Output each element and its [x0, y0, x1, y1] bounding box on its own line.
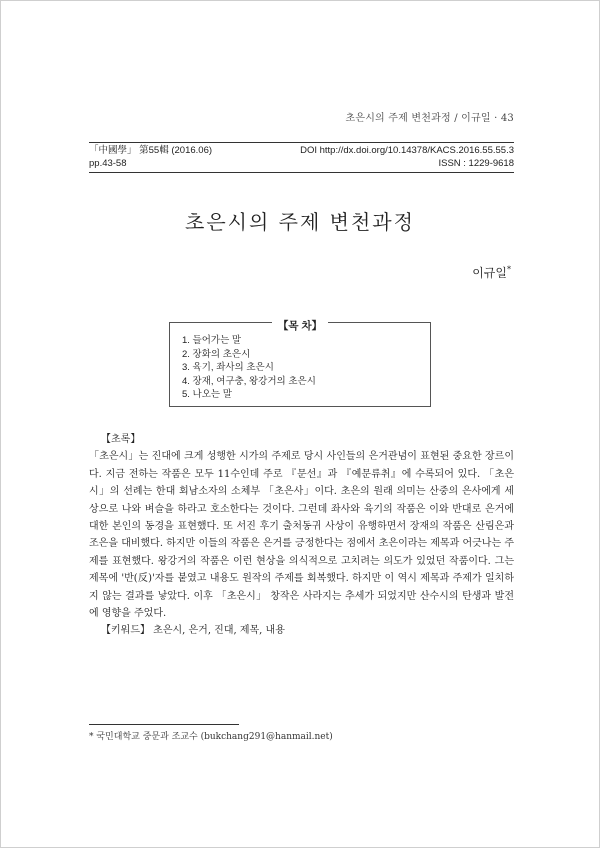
toc-heading: 【목 차】 [170, 314, 430, 333]
author-footnote: * 국민대학교 중문과 조교수 (bukchang291@hanmail.net) [89, 732, 333, 742]
paper-title: 초은시의 주제 변천과정 [185, 210, 415, 234]
author [472, 264, 511, 281]
toc-item: 1. 들어가는 말 [182, 335, 242, 346]
journal-meta [89, 142, 514, 173]
author-name: 이규일 [472, 266, 507, 280]
toc-list [182, 334, 316, 402]
toc-item: 4. 장재, 여구충, 왕강거의 초은시 [182, 375, 316, 387]
abstract-text: 「초은시」는 진대에 크게 성행한 시가의 주제로 당시 사인들의 은거관념이 표현된 중요한 장르이다. 지금 전하는 작품은 모두 11수인데 주로 『문선』과 『예문류취』에 수록되어 있다. 「초은시」의 선례는 한대 회남소자의 소체부 「초은사」이다. 초은의 원래 의미는 산중의 은사에게 세상으로 나와 벼슬을 하라고 호소한다는 것이다. 그런데 좌사와 육기의 작품은 이와 반대로 은거에 대한 본인의 동경을 표현했다. 또 서진 후기 출처동귀 사상이 유행하면서 장재의 작품은 산림은과 조은을 대비했다. 하지만 이들의 작품은 은거를 긍정한다는 점에서 초은이라는 제목과 어긋나는 주제를 표현했다. 왕강거의 작품은 이런 현상을 의식적으로 고치려는 의도가 있었던 작품이다. 그는 제목에 '반(反)'자를 붙였고 내용도 원작의 주제를 회복했다. 하지만 이 역시 제목과 주제가 일치하지 않는 결과를 낳았다. 이후 「초은시」 창작은 사라지는 추세가 되었지만 산수시의 탄생과 발전에 영향을 주었다. [89, 451, 514, 620]
journal-name: 「中國學」 第55輯 (2016.06) [89, 145, 213, 156]
page-range: pp.43-58 [89, 158, 127, 169]
toc-item: 5. 나오는 말 [182, 389, 232, 400]
toc-item: 2. 장화의 초은시 [182, 348, 251, 360]
author-footnote-mark: * [507, 265, 511, 274]
keywords-label: 【키워드】 [101, 625, 150, 637]
toc-item: 3. 육기, 좌사의 초은시 [182, 362, 274, 373]
abstract [89, 431, 514, 640]
abstract-label: 【초록】 [101, 434, 141, 445]
table-of-contents [169, 322, 431, 407]
issn: ISSN : 1229-9618 [438, 158, 514, 169]
doi-link[interactable]: DOI http://dx.doi.org/10.14378/KACS.2016.55.55.3 [300, 145, 514, 156]
keywords [89, 622, 514, 639]
footnote-divider [89, 724, 239, 725]
running-head: 초은시의 주제 변천과정 / 이규일 · 43 [345, 113, 514, 124]
keywords-list: 초은시, 은거, 진대, 제목, 내용 [153, 625, 285, 637]
